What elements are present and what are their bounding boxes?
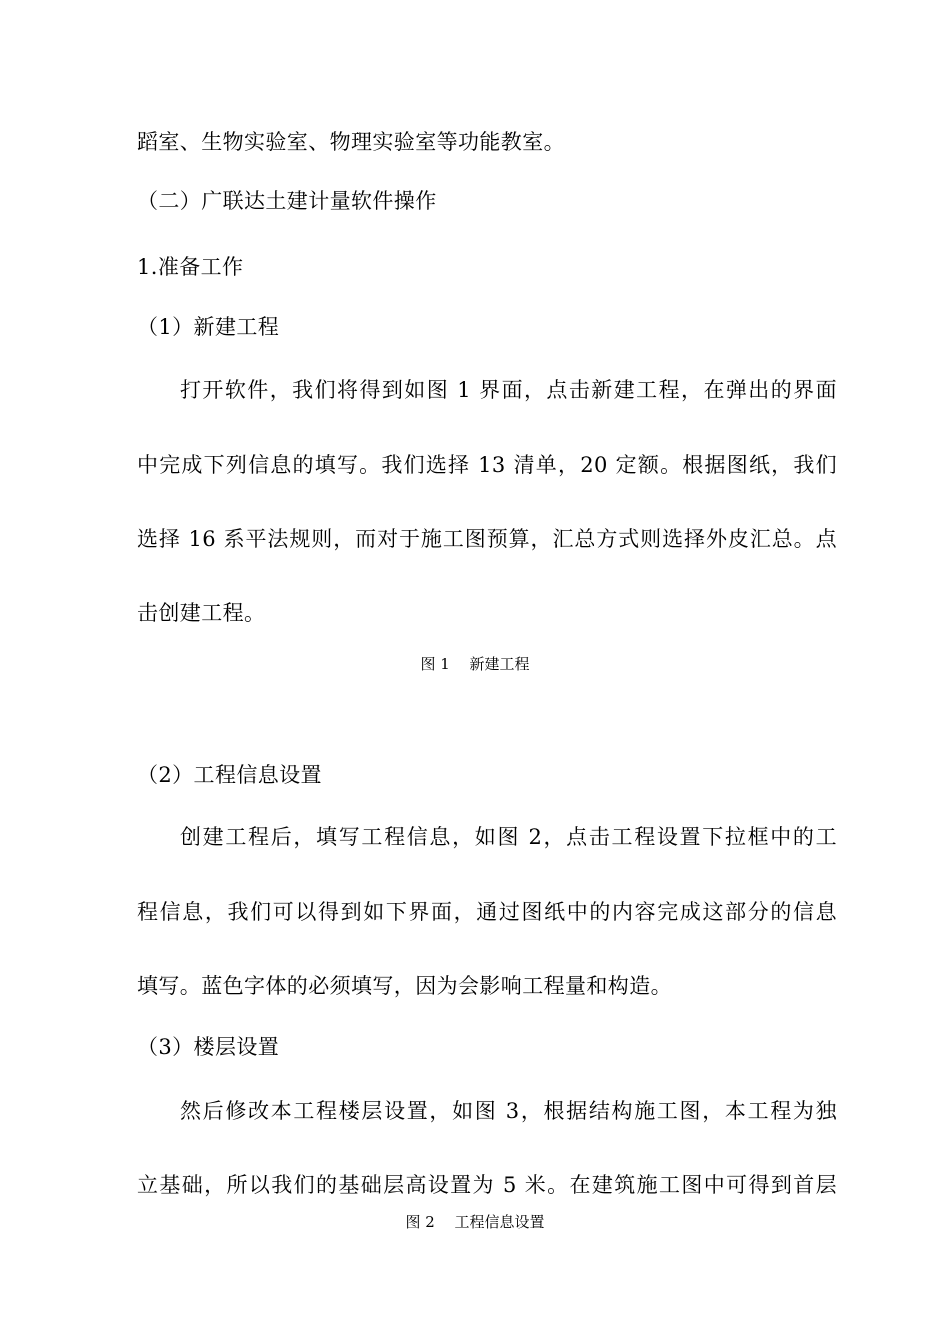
- paragraph-line: 选择 16 系平法规则，而对于施工图预算，汇总方式则选择外皮汇总。点: [137, 527, 837, 551]
- section-heading: （二）广联达土建计量软件操作: [137, 189, 437, 213]
- paragraph-line: 然后修改本工程楼层设置，如图 3，根据结构施工图，本工程为独: [180, 1099, 837, 1123]
- paragraph-line: 填写。蓝色字体的必须填写，因为会影响工程量和构造。: [137, 974, 672, 998]
- item-heading: （3）楼层设置: [137, 1035, 280, 1059]
- subsection-heading: 1.准备工作: [137, 255, 244, 279]
- paragraph-line: 创建工程后，填写工程信息，如图 2，点击工程设置下拉框中的工: [180, 825, 837, 849]
- paragraph-line: 立基础，所以我们的基础层高设置为 5 米。在建筑施工图中可得到首层: [137, 1173, 837, 1197]
- paragraph-line: 程信息，我们可以得到如下界面，通过图纸中的内容完成这部分的信息: [137, 900, 837, 924]
- paragraph-line: 打开软件，我们将得到如图 1 界面，点击新建工程，在弹出的界面: [180, 378, 837, 402]
- item-heading: （2）工程信息设置: [137, 763, 322, 787]
- paragraph-line: 蹈室、生物实验室、物理实验室等功能教室。: [137, 130, 565, 154]
- item-heading: （1）新建工程: [137, 315, 280, 339]
- figure-caption: 图 1 新建工程: [420, 655, 530, 673]
- paragraph-line: 击创建工程。: [137, 601, 266, 625]
- figure-caption: 图 2 工程信息设置: [405, 1213, 545, 1231]
- paragraph-line: 中完成下列信息的填写。我们选择 13 清单，20 定额。根据图纸，我们: [137, 453, 837, 477]
